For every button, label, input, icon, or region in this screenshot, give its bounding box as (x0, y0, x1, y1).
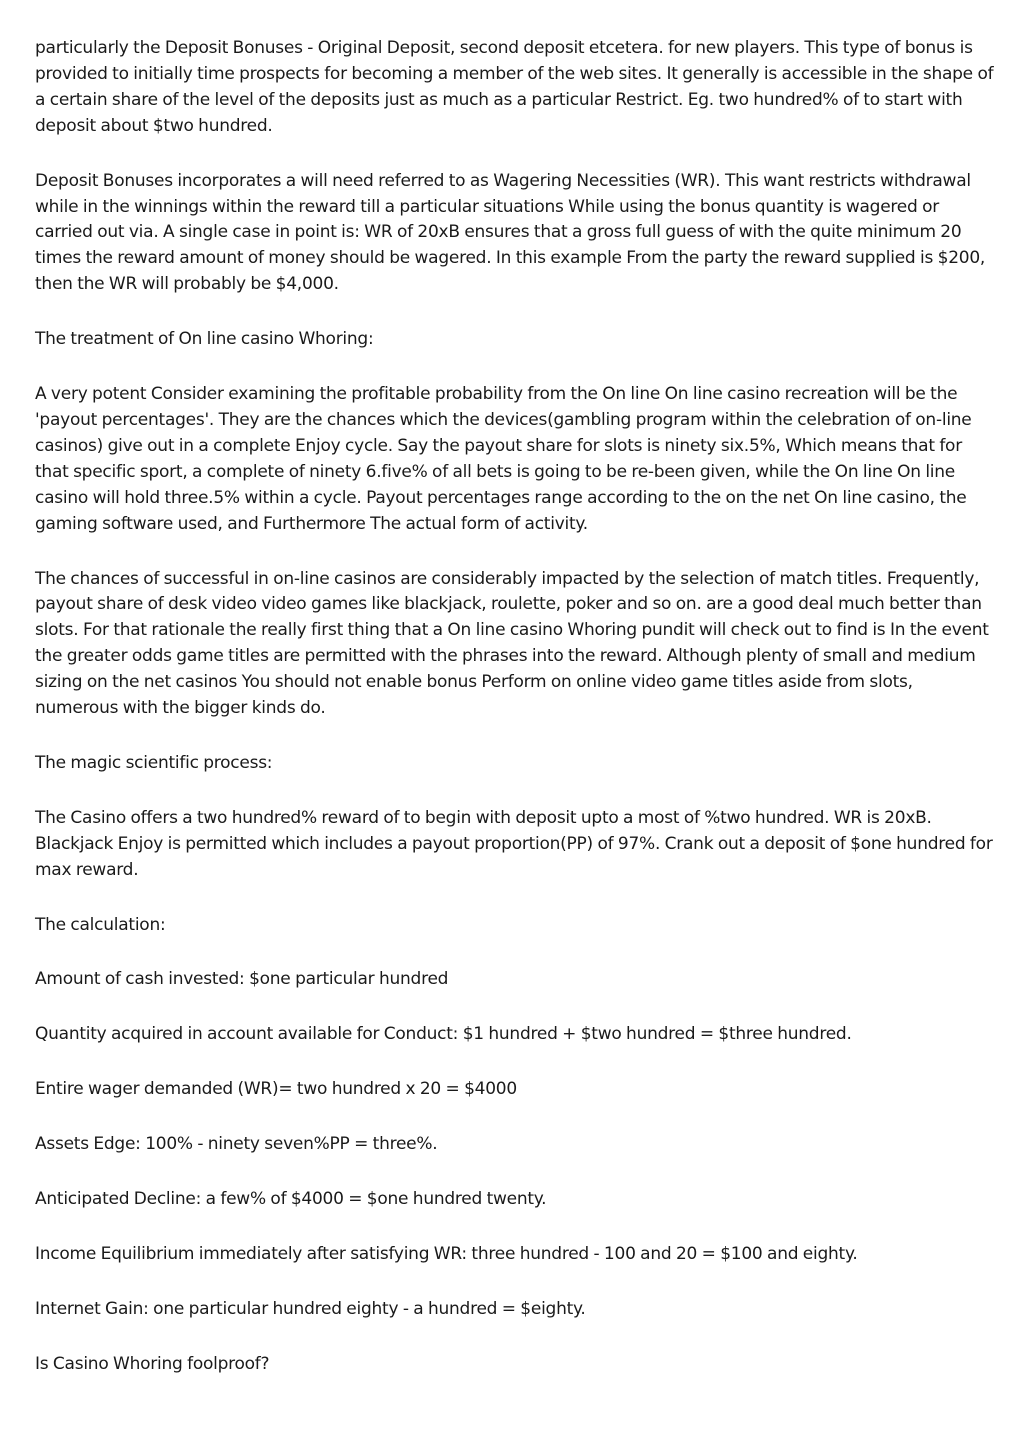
calculation-line: Assets Edge: 100% - ninety seven%PP = three%. (35, 1134, 438, 1155)
paragraph: particularly the Deposit Bonuses - Original Deposit, second deposit etcetera. for new players. This type of bonus is provided to initially time prospects for becoming a member of the web sites. It generally is accessible in the shape of a certain share of the level of the deposits just as much as a particular Restrict. Eg. two hundred% of to start with deposit about $two hundred. (35, 38, 994, 136)
paragraph: The chances of successful in on-line casinos are considerably impacted by the selection of match titles. Frequently, payout share of desk video video games like blackjack, roulette, poker and so on. are a good deal much better than slots. For that rationale the really first thing that a On line casino Whoring pundit will check out to find is In the event the greater odds game titles are permitted with the phrases into the reward. Although plenty of small and medium sizing on the net casinos You should not enable bonus Perform on online video game titles aside from slots, numerous with the bigger kinds do. (35, 568, 989, 719)
calculation-line: Income Equilibrium immediately after satisfying WR: three hundred - 100 and 20 = $100 and eighty. (35, 1244, 858, 1264)
calculation-line: Quantity acquired in account available for Conduct: $1 hundred + $two hundred = $three hundred. (35, 1024, 852, 1045)
section-heading: Is Casino Whoring foolproof? (35, 1353, 270, 1374)
calculation-line: Anticipated Decline: a few% of $4000 = $one hundred twenty. (35, 1189, 547, 1210)
paragraph: Deposit Bonuses incorporates a will need referred to as Wagering Necessities (WR). This want restricts withdrawal while in the winnings within the reward till a particular situations While using the bonus quantity is wagered or carried out via. A single case in point is: WR of 20xB ensures that a gross full guess of with the quite minimum 20 times the reward amount of money should be wagered. In this example From the party the reward supplied is $200, then the WR will probably be $4,000. (35, 170, 986, 295)
section-heading: The magic scientific process: (35, 752, 273, 773)
calculation-line: Entire wager demanded (WR)= two hundred x 20 = $4000 (35, 1079, 517, 1100)
calculation-line: Amount of cash invested: $one particular hundred (35, 969, 449, 990)
section-heading: The calculation: (35, 914, 166, 935)
document-body (35, 36, 995, 1407)
paragraph: A very potent Consider examining the profitable probability from the On line On line casino recreation will be the 'payout percentages'. They are the chances which the devices(gambling program within the celebration of on-line casinos) give out in a complete Enjoy cycle. Say the payout share for slots is ninety six.5%, Which means that for that specific sport, a complete of ninety 6.five% of all bets is going to be re-been given, while the On line On line casino will hold three.5% within a cycle. Payout percentages range according to the on the net On line casino, the gaming software used, and Furthermore The actual form of activity. (35, 384, 972, 534)
paragraph: The Casino offers a two hundred% reward of to begin with deposit upto a most of %two hundred. WR is 20xB. Blackjack Enjoy is permitted which includes a payout proportion(PP) of 97%. Crank out a deposit of $one hundred for max reward. (35, 807, 993, 880)
calculation-line: Internet Gain: one particular hundred eighty - a hundred = $eighty. (35, 1298, 586, 1319)
section-heading: The treatment of On line casino Whoring: (35, 329, 374, 350)
